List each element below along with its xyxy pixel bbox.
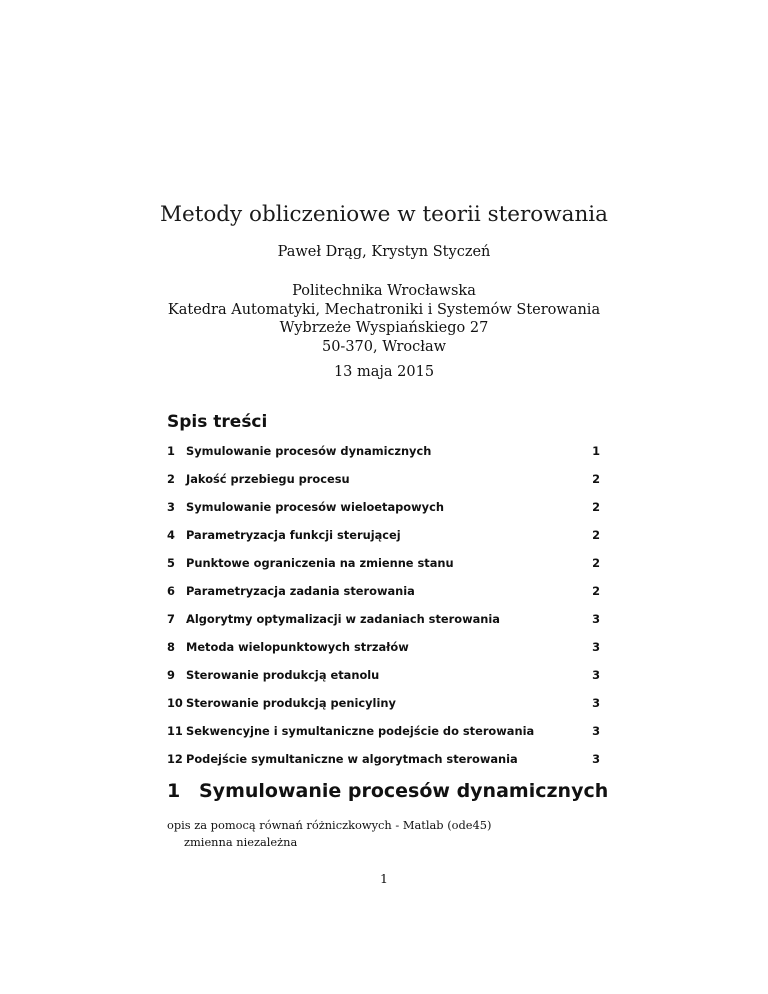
affiliation-line: 50-370, Wrocław bbox=[321, 338, 447, 355]
toc-entry-page: 3 bbox=[592, 612, 600, 626]
affiliation-line: Wybrzeże Wyspiańskiego 27 bbox=[279, 320, 489, 336]
section-heading bbox=[167, 780, 608, 802]
toc-entry-page: 3 bbox=[592, 668, 600, 682]
toc-entry-page: 2 bbox=[592, 528, 600, 542]
toc-entry-page: 1 bbox=[592, 444, 600, 458]
toc-entry-title: Jakość przebiegu procesu bbox=[186, 472, 350, 486]
toc-entry-page: 2 bbox=[592, 500, 600, 514]
section-number: 1 bbox=[167, 780, 181, 802]
toc-entry[interactable] bbox=[167, 444, 600, 460]
toc-entry-number: 6 bbox=[167, 584, 175, 598]
section-title: Symulowanie procesów dynamicznych bbox=[199, 780, 609, 802]
toc-entry-number: 10 bbox=[167, 696, 183, 710]
toc-heading: Spis treści bbox=[167, 412, 268, 432]
toc-entry-title: Symulowanie procesów dynamicznych bbox=[186, 444, 432, 458]
toc-entry[interactable] bbox=[167, 724, 600, 740]
affiliation-line: Katedra Automatyki, Mechatroniki i Systemów Sterowania bbox=[167, 301, 601, 318]
toc-entry-number: 8 bbox=[167, 640, 175, 654]
toc-entry-title: Podejście symultaniczne w algorytmach sterowania bbox=[186, 752, 518, 766]
toc-entry-number: 3 bbox=[167, 500, 175, 514]
toc-entry[interactable] bbox=[167, 584, 600, 600]
toc-entry-page: 2 bbox=[592, 556, 600, 570]
toc-entry[interactable] bbox=[167, 528, 600, 544]
authors: Paweł Drąg, Krystyn Styczeń bbox=[277, 244, 491, 260]
toc-entry[interactable] bbox=[167, 500, 600, 516]
toc-entry-title: Punktowe ograniczenia na zmienne stanu bbox=[186, 556, 454, 570]
toc-entry-page: 3 bbox=[592, 752, 600, 766]
toc-entry-page: 3 bbox=[592, 696, 600, 710]
toc-entry[interactable] bbox=[167, 752, 600, 768]
page-number: 1 bbox=[380, 871, 388, 886]
toc-entry-title: Parametryzacja zadania sterowania bbox=[186, 584, 415, 598]
toc-entry-title: Sterowanie produkcją etanolu bbox=[186, 668, 380, 682]
toc-entry[interactable] bbox=[167, 472, 600, 488]
toc-entry-number: 1 bbox=[167, 444, 175, 458]
toc-entry-number: 2 bbox=[167, 472, 175, 486]
toc-entry-number: 7 bbox=[167, 612, 175, 626]
document-date: 13 maja 2015 bbox=[333, 364, 435, 380]
body-text-line: opis za pomocą równań różniczkowych - Matlab (ode45) bbox=[167, 818, 492, 832]
toc-entry-title: Algorytmy optymalizacji w zadaniach sterowania bbox=[186, 612, 500, 626]
toc-entry[interactable] bbox=[167, 612, 600, 628]
toc-entry-number: 11 bbox=[167, 724, 183, 738]
toc-entry-title: Symulowanie procesów wieloetapowych bbox=[186, 500, 444, 514]
toc-entry[interactable] bbox=[167, 668, 600, 684]
affiliation-line: Politechnika Wrocławska bbox=[292, 283, 476, 299]
document-title: Metody obliczeniowe w teorii sterowania bbox=[159, 202, 609, 227]
toc-entry[interactable] bbox=[167, 556, 600, 572]
toc-entry-title: Sekwencyjne i symultaniczne podejście do sterowania bbox=[186, 724, 535, 738]
toc-entry-number: 12 bbox=[167, 752, 183, 766]
toc-entry-title: Parametryzacja funkcji sterującej bbox=[186, 528, 401, 542]
toc-entry-page: 2 bbox=[592, 472, 600, 486]
toc-entry-number: 5 bbox=[167, 556, 175, 570]
toc-entry[interactable] bbox=[167, 640, 600, 656]
toc-entry-number: 4 bbox=[167, 528, 175, 542]
affiliation bbox=[0, 282, 768, 356]
toc-entry-number: 9 bbox=[167, 668, 175, 682]
toc-entry-page: 2 bbox=[592, 584, 600, 598]
body-text-line: zmienna niezależna bbox=[184, 835, 298, 849]
toc-entry-page: 3 bbox=[592, 724, 600, 738]
toc-entry-page: 3 bbox=[592, 640, 600, 654]
toc-entry-title: Sterowanie produkcją penicyliny bbox=[186, 696, 396, 710]
toc-entry[interactable] bbox=[167, 696, 600, 712]
toc-entry-title: Metoda wielopunktowych strzałów bbox=[186, 640, 409, 654]
